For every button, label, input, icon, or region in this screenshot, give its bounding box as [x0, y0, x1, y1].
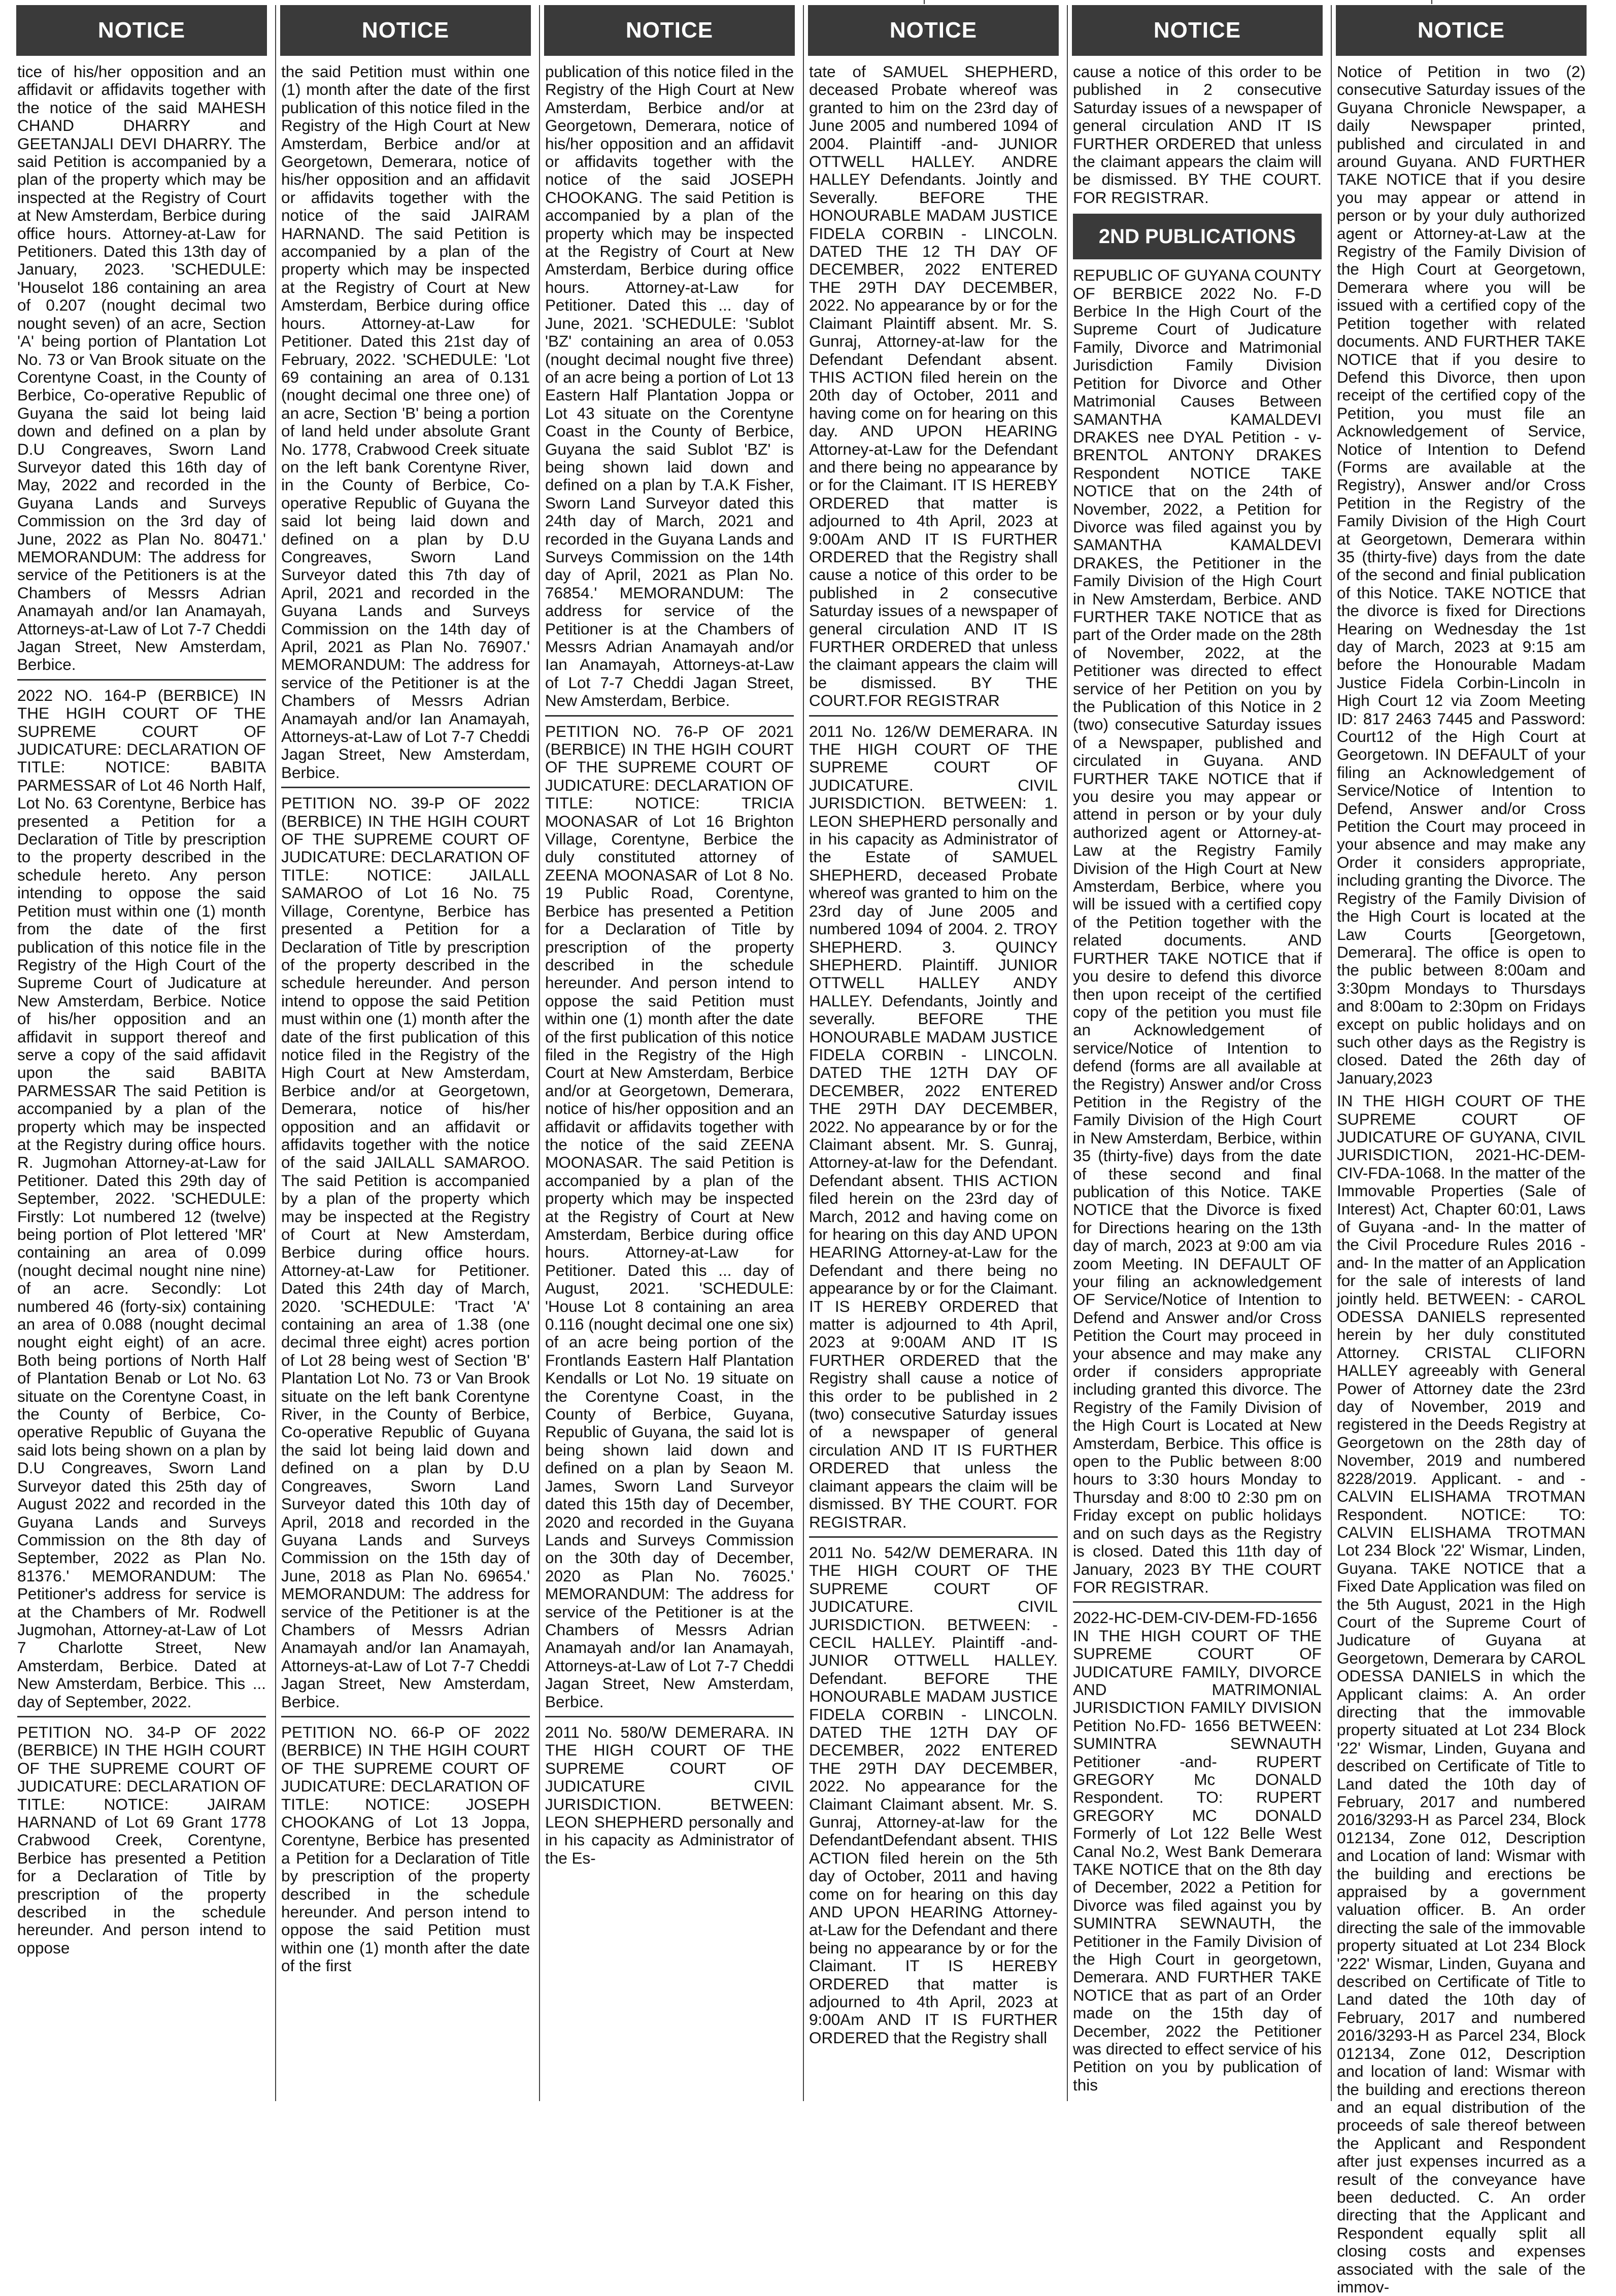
- column-header: NOTICE: [280, 5, 531, 56]
- notice-paragraph: Notice of Petition in two (2) consecutive Saturday issues of the Guyana Chronicle Newspaper, a daily Newspaper printed, published and circulated in and around Guyana. AND FURTHER TAKE NOTICE that if you desire you may appear or attend in person or by your duly authorized agent or Attorney-at-Law at the Registry of the Family Division of the High Court at Georgetown, Demerara where you will be issued with a certified copy of the Petition together with related documents. AND FURTHER TAKE NOTICE that if you desire to Defend this Divorce, then upon receipt of the certified copy of the Petition, you must file an Acknowledgement of Service, Notice of Intention to Defend (Forms are available at the Registry), Answer and/or Cross Petition in the Registry of the Family Division of the High Court at Georgetown, Demerara within 35 (thirty-five) days from the date of the second and finial publication of this Notice. TAKE NOTICE that the divorce is fixed for Directions Hearing on Wednesday the 1st day of March, 2023 at 9:15 am before the Honourable Madam Justice Fidela Corbin-Lincoln in High Court 12 via Zoom Meeting ID: 817 2463 7445 and Password: Court12 of the High Court at Georgetown. IN DEFAULT of your filing an Acknowledgement of Service/Notice of Intention to Defend, Answer and/or Cross Petition the Court may proceed in your absence and may make any Order it considers appropriate, including granting the Divorce. The Registry of the Family Division of the High Court is located at the Law Courts [Georgetown, Demerara]. The office is open to the public between 8:00am and 3:30pm Mondays to Thursdays and 8:00am to 2:30pm on Fridays except on public holidays and on such other days as the Registry is closed. Dated the 26th day of January,2023: [1337, 62, 1586, 1087]
- notice-paragraph: PETITION NO. 39-P OF 2022 (BERBICE) IN THE HGIH COURT OF THE SUPREME COURT OF JUDICATURE: DECLARATION OF TITLE: NOTICE: JAILALL SAMAROO of Lot 16 No. 75 Village, Corentyne, Berbice has presented a Petition for a Declaration of Title by prescription of the property described in the schedule hereunder. And person intend to oppose the said Petition must within one (1) month after the date of the first publication of this notice filed in the Registry of the High Court at New Amsterdam, Berbice and/or at Georgetown, Demerara, notice of his/her opposition and an affidavit or affidavits together with the notice of the said JAILALL SAMAROO. The said Petition is accompanied by a plan of the property which may be inspected at the Registry of Court at New Amsterdam, Berbice during office hours. Attorney-at-Law for Petitioner. Dated this 24th day of March, 2020. 'SCHEDULE: 'Tract 'A' containing an area of 1.38 (one decimal three eight) acres portion of Lot 28 being west of Section 'B' Plantation Lot No. 73 or Van Brook situate on the left bank Corentyne River, in the County of Berbice, Co-operative Republic of Guyana the said lot being laid down and defined on a plan by D.U Congreaves, Sworn Land Surveyor dated this 10th day of April, 2018 and recorded in the Guyana Lands and Surveys Commission on the 15th day of June, 2018 as Plan No. 69654.' MEMORANDUM: The address for service of the Petitioner is at the Chambers of Messrs Adrian Anamayah and/or Ian Anamayah, Attorneys-at-Law of Lot 7-7 Cheddi Jagan Street, New Amsterdam, Berbice.: [281, 794, 530, 1711]
- notice-paragraph: tice of his/her opposition and an affidavit or affidavits together with the notice of the said MAHESH CHAND DHARRY and GEETANJALI DEVI DHARRY. The said Petition is accompanied by a plan of the property which may be inspected at the Registry of Court at New Amsterdam, Berbice during office hours. Attorney-at-Law for Petitioners. Dated this 13th day of January, 2023. 'SCHEDULE: 'Houselot 186 containing an area of 0.207 (nought decimal two nought seven) of an acre, Section 'A' being portion of Plantation Lot No. 73 or Van Brook situate on the Corentyne Coast, in the County of Berbice, Co-operative Republic of Guyana the said lot being laid down and defined on a plan by D.U Congreaves, Sworn Land Surveyor dated this 16th day of May, 2022 and recorded in the Guyana Lands and Surveys Commission on the 3rd day of June, 2022 as Plan No. 80471.' MEMORANDUM: The address for service of the Petitioners is at the Chambers of Messrs Adrian Anamayah and/or Ian Anamayah, Attorneys-at-Law of Lot 7-7 Cheddi Jagan Street, New Amsterdam, Berbice.: [17, 62, 266, 674]
- section-divider: [1073, 1601, 1322, 1603]
- column-divider: [539, 5, 540, 2101]
- column-body: [544, 56, 795, 1867]
- notice-paragraph: the said Petition must within one (1) month after the date of the first publication of this notice filed in the Registry of the High Court at New Amsterdam, Berbice and/or at Georgetown, Demerara, notice of his/her opposition and an affidavit or affidavits together with the notice of the said JAIRAM HARNAND. The said Petition is accompanied by a plan of the property which may be inspected at the Registry of Court at New Amsterdam, Berbice during office hours. Attorney-at-Law for Petitioner. Dated this 21st day of February, 2022. 'SCHEDULE: 'Lot 69 containing an area of 0.131 (nought decimal one three one) of an acre, Section 'B' being a portion of land held under absolute Grant No. 1778, Crabwood Creek situate on the left bank Corentyne River, in the County of Berbice, Co-operative Republic of Guyana the said lot being laid down and defined on a plan by D.U Congreaves, Sworn Land Surveyor dated this 7th day of April, 2021 and recorded in the Guyana Lands and Surveys Commission on the 14th day of April, 2021 as Plan No. 76907.' MEMORANDUM: The address for service of the Petitioner is at the Chambers of Messrs Adrian Anamayah and/or Ian Anamayah, Attorneys-at-Law of Lot 7-7 Cheddi Jagan Street, New Amsterdam, Berbice.: [281, 62, 530, 782]
- notice-paragraph: PETITION NO. 34-P OF 2022 (BERBICE) IN THE HGIH COURT OF THE SUPREME COURT OF JUDICATURE: DECLARATION OF TITLE: NOTICE: JAIRAM HARNAND of Lot 69 Grant 1778 Crabwood Creek, Corentyne, Berbice has presented a Petition for a Declaration of Title by prescription of the property described in the schedule hereunder. And person intend to oppose: [17, 1723, 266, 1957]
- notice-paragraph: 2022 NO. 164-P (BERBICE) IN THE HGIH COURT OF THE SUPREME COURT OF JUDICATURE: DECLARATION OF TITLE: NOTICE: BABITA PARMESSAR of Lot 46 North Half, Lot No. 63 Corentyne, Berbice has presented a Petition for a Declaration of Title by prescription to the property described in the schedule hereto. Any person intending to oppose the said Petition must within one (1) month from the date of the first publication of this notice file in the Registry of the High Court of the Supreme Court of Judicature at New Amsterdam, Berbice. Notice of his/her opposition and an affidavit in support thereof and serve a copy of the said affidavit upon the said BABITA PARMESSAR The said Petition is accompanied by a plan of the property which may be inspected at the Registry during office hours. R. Jugmohan Attorney-at-Law for Petitioner. Dated this 29th day of September, 2022. 'SCHEDULE: Firstly: Lot numbered 12 (twelve) being portion of Plot lettered 'MR' containing an area of 0.099 (nought decimal nought nine nine) of an acre. Secondly: Lot numbered 46 (forty-six) containing an area of 0.088 (nought decimal nought eight eight) of an acre. Both being portions of North Half of Plantation Benab or Lot No. 63 situate on the Corentyne Coast, in the County of Berbice, Co-operative Republic of Guyana the said lots being shown on a plan by D.U Congreaves, Sworn Land Surveyor dated this 25th day of August 2022 and recorded in the Guyana Lands and Surveys Commission on the 8th day of September, 2022 as Plan No. 81376.' MEMORANDUM: The Petitioner's address for service is at the Chambers of Mr. Rodwell Jugmohan, Attorney-at-Law of Lot 7 Charlotte Street, New Amsterdam, Berbice. Dated at New Amsterdam, Berbice. This ... day of September, 2022.: [17, 686, 266, 1711]
- column-divider: [1331, 5, 1332, 2101]
- notice-paragraph: REPUBLIC OF GUYANA COUNTY OF BERBICE 2022 No. F-D Berbice In the High Court of the Supreme Court of Judicature Family, Divorce and Matrimonial Jurisdiction Family Division Petition for Divorce and Other Matrimonial Causes Between SAMANTHA KAMALDEVI DRAKES nee DYAL Petition - v- BRENTOL ANTONY DRAKES Respondent NOTICE TAKE NOTICE that on the 24th of November, 2022, a Petition for Divorce was filed against you by SAMANTHA KAMALDEVI DRAKES, the Petitioner in the Family Division of the High Court in New Amsterdam, Berbice. AND FURTHER TAKE NOTICE that as part of the Order made on the 28th of November, 2022, at the Petitioner was directed to effect service of her Petition on you by the Publication of this Notice in 2 (two) consecutive Saturday issues of a Newspaper, published and circulated in Guyana. AND FURTHER TAKE NOTICE that if you desire you may appear or attend in person or by your duly authorized agent or Attorney-at-Law at the Registry Family Division of the High Court at New Amsterdam, Berbice, where you will be issued with a certified copy of the Petition together with the related documents. AND FURTHER TAKE NOTICE that if you desire to defend this divorce then upon receipt of the certified copy of the petition you must file an Acknowledgement of service/Notice of Intention to defend (forms are all available at the Registry) Answer and/or Cross Petition in the Registry of the Family Division of the High Court in New Amsterdam, Berbice, within 35 (thirty-five) days from the date of these second and final publication of this Notice. TAKE NOTICE that the Divorce is fixed for Directions hearing on the 13th day of march, 2023 at 9:00 am via zoom Meeting. IN DEFAULT OF your filing an acknowledgement OF Service/Notice of Intention to Defend and Answer and/or Cross Petition the Court may proceed in your absence and may make any order if considers appropriate including granted this divorce. The Registry of the Family Division of the High Court is Located at New Amsterdam, Berbice. This office is open to the Public between 8:00 hours to 3:30 hours Monday to Thursday and 8:00 t0 2:30 pm on Friday except on public holidays and on such days as the Registry is closed. Dated this 11th day of January, 2023 BY THE COURT FOR REGISTRAR.: [1073, 266, 1322, 1596]
- column-body: [16, 56, 267, 1957]
- section-divider: [281, 787, 530, 788]
- notice-paragraph: 2011 No. 126/W DEMERARA. IN THE HIGH COURT OF THE SUPREME COURT OF JUDICATURE. CIVIL JURISDICTION. BETWEEN: 1. LEON SHEPHERD personally and in his capacity as Administrator of the Estate of SAMUEL SHEPHERD, deceased Probate whereof was granted to him on the 23rd day of June 2005 and numbered 1094 of 2004. 2. TROY SHEPHERD. 3. QUINCY SHEPHERD. Plaintiff. JUNIOR OTTWELL HALLEY ANDY HALLEY. Defendants, Jointly and severally. BEFORE THE HONOURABLE MADAM JUSTICE FIDELA CORBIN - LINCOLN. DATED THE 12TH DAY OF DECEMBER, 2022 ENTERED THE 29TH DAY DECEMBER, 2022. No appearance by or for the Claimant absent. Mr. S. Gunraj, Attorney-at-law for the Defendant. Defendant absent. THIS ACTION filed herein on the 23rd day of March, 2012 and having come on for hearing on this day AND UPON HEARING Attorney-at-Law for the Defendant and there being no appearance by or for the Claimant. IT IS HEREBY ORDERED that matter is adjourned to 4th April, 2023 at 9:00AM AND IT IS FURTHER ORDERED that the Registry shall cause a notice of this order to be published in 2 (two) consecutive Saturday issues of a newspaper of general circulation AND IT IS FURTHER ORDERED that unless the claimant appears the claim will be dismissed. BY THE COURT. FOR REGISTRAR.: [809, 722, 1058, 1531]
- notice-paragraph: PETITION NO. 76-P OF 2021 (BERBICE) IN THE HGIH COURT OF THE SUPREME COURT OF JUDICATURE: DECLARATION OF TITLE: NOTICE: TRICIA MOONASAR of Lot 16 Brighton Village, Corentyne, Berbice the duly constituted attorney of ZEENA MOONASAR of Lot 8 No. 19 Public Road, Corentyne, Berbice has presented a Petition for a Declaration of Title by prescription of the property described in the schedule hereunder. And person intend to oppose the said Petition must within one (1) month after the date of the first publication of this notice filed in the Registry of the High Court at New Amsterdam, Berbice and/or at Georgetown, Demerara, notice of his/her opposition and an affidavit or affidavits together with the notice of the said ZEENA MOONASAR. The said Petition is accompanied by a plan of the property which may be inspected at the Registry of Court at New Amsterdam, Berbice during office hours. Attorney-at-Law for Petitioner. Dated this ... day of August, 2021. 'SCHEDULE: 'House Lot 8 containing an area 0.116 (nought decimal one one six) of an acre being portion of the Frontlands Eastern Half Plantation Kendalls or Lot No. 19 situate on the Corentyne Coast, in the County of Berbice, Guyana, Republic of Guyana, the said lot is being shown laid down and defined on a plan by Seaon M. James, Sworn Land Surveyor dated this 15th day of December, 2020 and recorded in the Guyana Lands and Surveys Commission on the 30th day of December, 2020 as Plan No. 76025.' MEMORANDUM: The address for service of the Petitioner is at the Chambers of Messrs Adrian Anamayah and/or Ian Anamayah, Attorneys-at-Law of Lot 7-7 Cheddi Jagan Street, New Amsterdam, Berbice.: [545, 722, 794, 1711]
- section-banner: 2ND PUBLICATIONS: [1073, 214, 1322, 259]
- column-divider: [1067, 5, 1068, 2101]
- notice-column-3: [544, 5, 795, 2101]
- column-body: [808, 56, 1059, 2047]
- section-divider: [809, 1536, 1058, 1538]
- section-divider: [281, 1716, 530, 1717]
- section-divider: [17, 1716, 266, 1717]
- notice-paragraph: tate of SAMUEL SHEPHERD, deceased Probate whereof was granted to him on the 23rd day of June 2005 and numbered 1094 of 2004. Plaintiff -and- JUNIOR OTTWELL HALLEY. ANDRE HALLEY Defendants. Jointly and Severally. BEFORE THE HONOURABLE MADAM JUSTICE FIDELA CORBIN - LINCOLN. DATED THE 12 TH DAY OF DECEMBER, 2022 ENTERED THE 29TH DAY DECEMBER, 2022. No appearance by or for the Claimant Plaintiff absent. Mr. S. Gunraj, Attorney-at-law for the Defendant Defendant absent. THIS ACTION filed herein on the 20th day of October, 2011 and having come on for hearing on this day. AND UPON HEARING Attorney-at-Law for the Defendant and there being no appearance by or for the Claimant. IT IS HEREBY ORDERED that matter is adjourned to 4th April, 2023 at 9:00Am AND IT IS FURTHER ORDERED that the Registry shall cause a notice of this order to be published in 2 consecutive Saturday issues of a newspaper of general circulation AND IT IS FURTHER ORDERED that unless the claimant appears the claim will be dismissed. BY THE COURT.FOR REGISTRAR: [809, 62, 1058, 710]
- section-divider: [809, 715, 1058, 717]
- notice-paragraph: PETITION NO. 66-P OF 2022 (BERBICE) IN THE HGIH COURT OF THE SUPREME COURT OF JUDICATURE: DECLARATION OF TITLE: NOTICE: JOSEPH CHOOKANG of Lot 13 Joppa, Corentyne, Berbice has presented a Petition for a Declaration of Title by prescription of the property described in the schedule hereunder. And person intend to oppose the said Petition must within one (1) month after the date of the first: [281, 1723, 530, 1975]
- notice-paragraph: 2011 No. 542/W DEMERARA. IN THE HIGH COURT OF THE SUPREME COURT OF JUDICATURE. CIVIL JURISDICTION. BETWEEN: -CECIL HALLEY. Plaintiff -and- JUNIOR OTTWELL HALLEY. Defendant. BEFORE THE HONOURABLE MADAM JUSTICE FIDELA CORBIN - LINCOLN. DATED THE 12TH DAY OF DECEMBER, 2022 ENTERED THE 29TH DAY DECEMBER, 2022. No appearance for the Claimant Claimant absent. Mr. S. Gunraj, Attorney-at-law for the DefendantDefendant absent. THIS ACTION filed herein on the 5th day of October, 2011 and having come on for hearing on this day AND UPON HEARING Attorney-at-Law for the Defendant and there being no appearance by or for the Claimant. IT IS HEREBY ORDERED that matter is adjourned to 4th April, 2023 at 9:00Am AND IT IS FURTHER ORDERED that the Registry shall: [809, 1543, 1058, 2047]
- notice-paragraph: publication of this notice filed in the Registry of the High Court at New Amsterdam, Berbice and/or at Georgetown, Demerara, notice of his/her opposition and an affidavit or affidavits together with the notice of the said JOSEPH CHOOKANG. The said Petition is accompanied by a plan of the property which may be inspected at the Registry of Court at New Amsterdam, Berbice during office hours. Attorney-at-Law for Petitioner. Dated this ... day of June, 2021. 'SCHEDULE: 'Sublot 'BZ' containing an area of 0.053 (nought decimal nought five three) of an acre being a portion of Lot 13 Eastern Half Plantation Joppa or Lot 43 situate on the Corentyne Coast in the County of Berbice, Guyana the said Sublot 'BZ' is being shown laid down and defined on a plan by T.A.K Fisher, Sworn Land Surveyor dated this 24th day of March, 2021 and recorded in the Guyana Lands and Surveys Commission on the 14th day of April, 2021 as Plan No. 76854.' MEMORANDUM: The address for service of the Petitioner is at the Chambers of Messrs Adrian Anamayah and/or Ian Anamayah, Attorneys-at-Law of Lot 7-7 Cheddi Jagan Street, New Amsterdam, Berbice.: [545, 62, 794, 710]
- column-header: NOTICE: [1336, 5, 1587, 56]
- section-divider: [545, 715, 794, 717]
- section-divider: [17, 679, 266, 681]
- column-divider: [803, 5, 804, 2101]
- notice-paragraph: cause a notice of this order to be published in 2 consecutive Saturday issues of a newspaper of general circulation AND IT IS FURTHER ORDERED that unless the claimant appears the claim will be dismissed. BY THE COURT. FOR REGISTRAR.: [1073, 62, 1322, 207]
- column-header: NOTICE: [808, 5, 1059, 56]
- notice-column-6: [1336, 5, 1587, 2296]
- notice-column-1: [16, 5, 267, 2101]
- top-edge-tick: [924, 0, 925, 4]
- top-edge-tick: [1431, 0, 1432, 4]
- column-body: [1072, 56, 1323, 2094]
- column-divider: [275, 5, 276, 2101]
- notice-column-5: [1072, 5, 1323, 2101]
- column-body: [1336, 56, 1587, 2296]
- notice-column-2: [280, 5, 531, 2101]
- column-header: NOTICE: [16, 5, 267, 56]
- section-divider: [545, 1716, 794, 1717]
- column-body: [280, 56, 531, 1975]
- column-header: NOTICE: [544, 5, 795, 56]
- notice-paragraph: IN THE HIGH COURT OF THE SUPREME COURT OF JUDICATURE OF GUYANA, CIVIL JURISDICTION, 2021-HC-DEM-CIV-FDA-1068. In the matter of the Immovable Properties (Sale of Interest) Act, Chapter 60:01, Laws of Guyana -and- In the matter of the Civil Procedure Rules 2016 -and- In the matter of an Application for the sale of interests of land jointly held. BETWEEN: - CAROL ODESSA DANIELS represented herein by her duly constituted Attorney. CRISTAL CLIFORN HALLEY agreeably with General Power of Attorney date the 23rd day of November, 2019 and registered in the Deeds Registry at Georgetown on the 28th day of November, 2019 and numbered 8228/2019. Applicant. - and - CALVIN ELISHAMA TROTMAN Respondent. NOTICE: TO: CALVIN ELISHAMA TROTMAN Lot 234 Block '22' Wismar, Linden, Guyana. TAKE NOTICE that a Fixed Date Application was filed on the 5th August, 2021 in the High Court of the Supreme Court of Judicature of Guyana at Georgetown, Demerara by CAROL ODESSA DANIELS in which the Applicant claims: A. An order directing that the immovable property situated at Lot 234 Block '22' Wismar, Linden, Guyana and described on Certificate of Title to Land dated the 10th day of February, 2017 and numbered 2016/3293-H as Parcel 234, Block 012134, Zone 012, Description and Location of land: Wismar with the building and erections be appraised by a government valuation officer. B. An order directing the sale of the immovable property situated at Lot 234 Block '222' Wismar, Linden, Guyana and described on Certificate of Title to Land dated the 10th day of February, 2017 and numbered 2016/3293-H as Parcel 234, Block 012134, Zone 012, Description and location of land: Wismar with the building and erections thereon and an equal distribution of the proceeds of sale thereof between the Applicant and Respondent after just expenses incurred as a result of the conveyance have been deducted. C. An order directing that the Applicant and Respondent equally split all closing costs and expenses associated with the sale of the immov-: [1337, 1092, 1586, 2296]
- column-header: NOTICE: [1072, 5, 1323, 56]
- notice-column-4: [808, 5, 1059, 2101]
- notice-paragraph: 2011 No. 580/W DEMERARA. IN THE HIGH COURT OF THE SUPREME COURT OF JUDICATURE CIVIL JURISDICTION. BETWEEN: LEON SHEPHERD personally and in his capacity as Administrator of the Es-: [545, 1723, 794, 1867]
- notice-paragraph: 2022-HC-DEM-CIV-DEM-FD-1656 IN THE HIGH COURT OF THE SUPREME COURT OF JUDICATURE FAMILY, DIVORCE AND MATRIMONIAL JURISDICTION FAMILY DIVISION Petition No.FD- 1656 BETWEEN: SUMINTRA SEWNAUTH Petitioner -and- RUPERT GREGORY Mc DONALD Respondent. TO: RUPERT GREGORY MC DONALD Formerly of Lot 122 Belle West Canal No.2, West Bank Demerara TAKE NOTICE that on the 8th day of December, 2022 a Petition for Divorce was filed against you by SUMINTRA SEWNAUTH, the Petitioner in the Family Division of the High Court in georgetown, Demerara. AND FURTHER TAKE NOTICE that as part of an Order made on the 15th day of December, 2022 the Petitioner was directed to effect service of his Petition on you by publication of this: [1073, 1608, 1322, 2094]
